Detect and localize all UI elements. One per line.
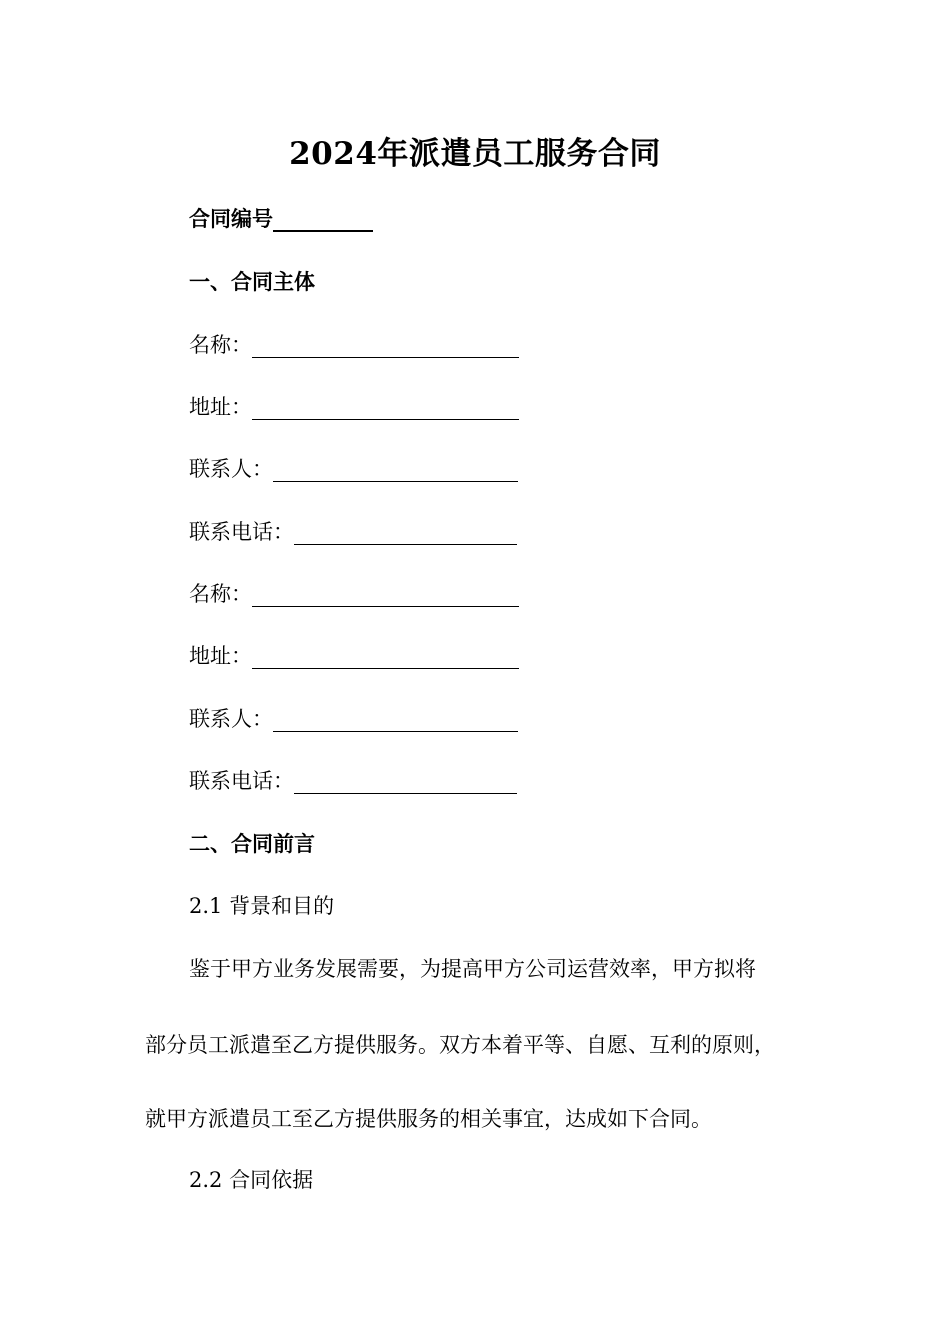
document-title: 2024年派遣员工服务合同 (289, 136, 661, 172)
contract-number-label: 合同编号 (189, 206, 273, 231)
paragraph-2-1-line-3: 就甲方派遣员工至乙方提供服务的相关事宜，达成如下合同。 (145, 1107, 712, 1131)
party-a-phone-row (189, 517, 517, 547)
section2-heading: 二、合同前言 (189, 831, 315, 856)
party-a-name-row (189, 330, 519, 360)
party-b-name-row (189, 579, 519, 609)
party-b-name-label: 名称： (189, 582, 252, 606)
contract-number-blank[interactable] (273, 206, 373, 232)
party-a-contact-label: 联系人： (189, 457, 273, 481)
paragraph-2-1-line-1: 鉴于甲方业务发展需要，为提高甲方公司运营效率，甲方拟将 (189, 957, 756, 981)
party-b-contact-label: 联系人： (189, 707, 273, 731)
party-a-contact-row (189, 454, 518, 484)
party-b-name-blank[interactable] (252, 582, 519, 607)
party-b-contact-row (189, 704, 518, 734)
party-a-address-label: 地址： (189, 395, 252, 419)
party-b-phone-label: 联系电话： (189, 769, 294, 793)
party-b-phone-row (189, 766, 517, 796)
party-b-address-blank[interactable] (252, 644, 519, 669)
party-a-phone-label: 联系电话： (189, 520, 294, 544)
party-b-address-label: 地址： (189, 644, 252, 668)
party-a-address-row (189, 392, 519, 422)
contract-number-row (189, 204, 373, 234)
party-a-address-blank[interactable] (252, 395, 519, 420)
party-a-contact-blank[interactable] (273, 457, 518, 482)
section1-heading: 一、合同主体 (189, 269, 315, 294)
party-a-name-blank[interactable] (252, 333, 519, 358)
subsection-2-1-heading: 2.1 背景和目的 (189, 894, 335, 918)
party-a-name-label: 名称： (189, 333, 252, 357)
party-b-contact-blank[interactable] (273, 707, 518, 732)
paragraph-2-1-line-2: 部分员工派遣至乙方提供服务。双方本着平等、自愿、互利的原则， (145, 1033, 775, 1057)
subsection-2-2-heading: 2.2 合同依据 (189, 1168, 314, 1192)
party-a-phone-blank[interactable] (294, 520, 517, 545)
party-b-address-row (189, 641, 519, 671)
party-b-phone-blank[interactable] (294, 769, 517, 794)
